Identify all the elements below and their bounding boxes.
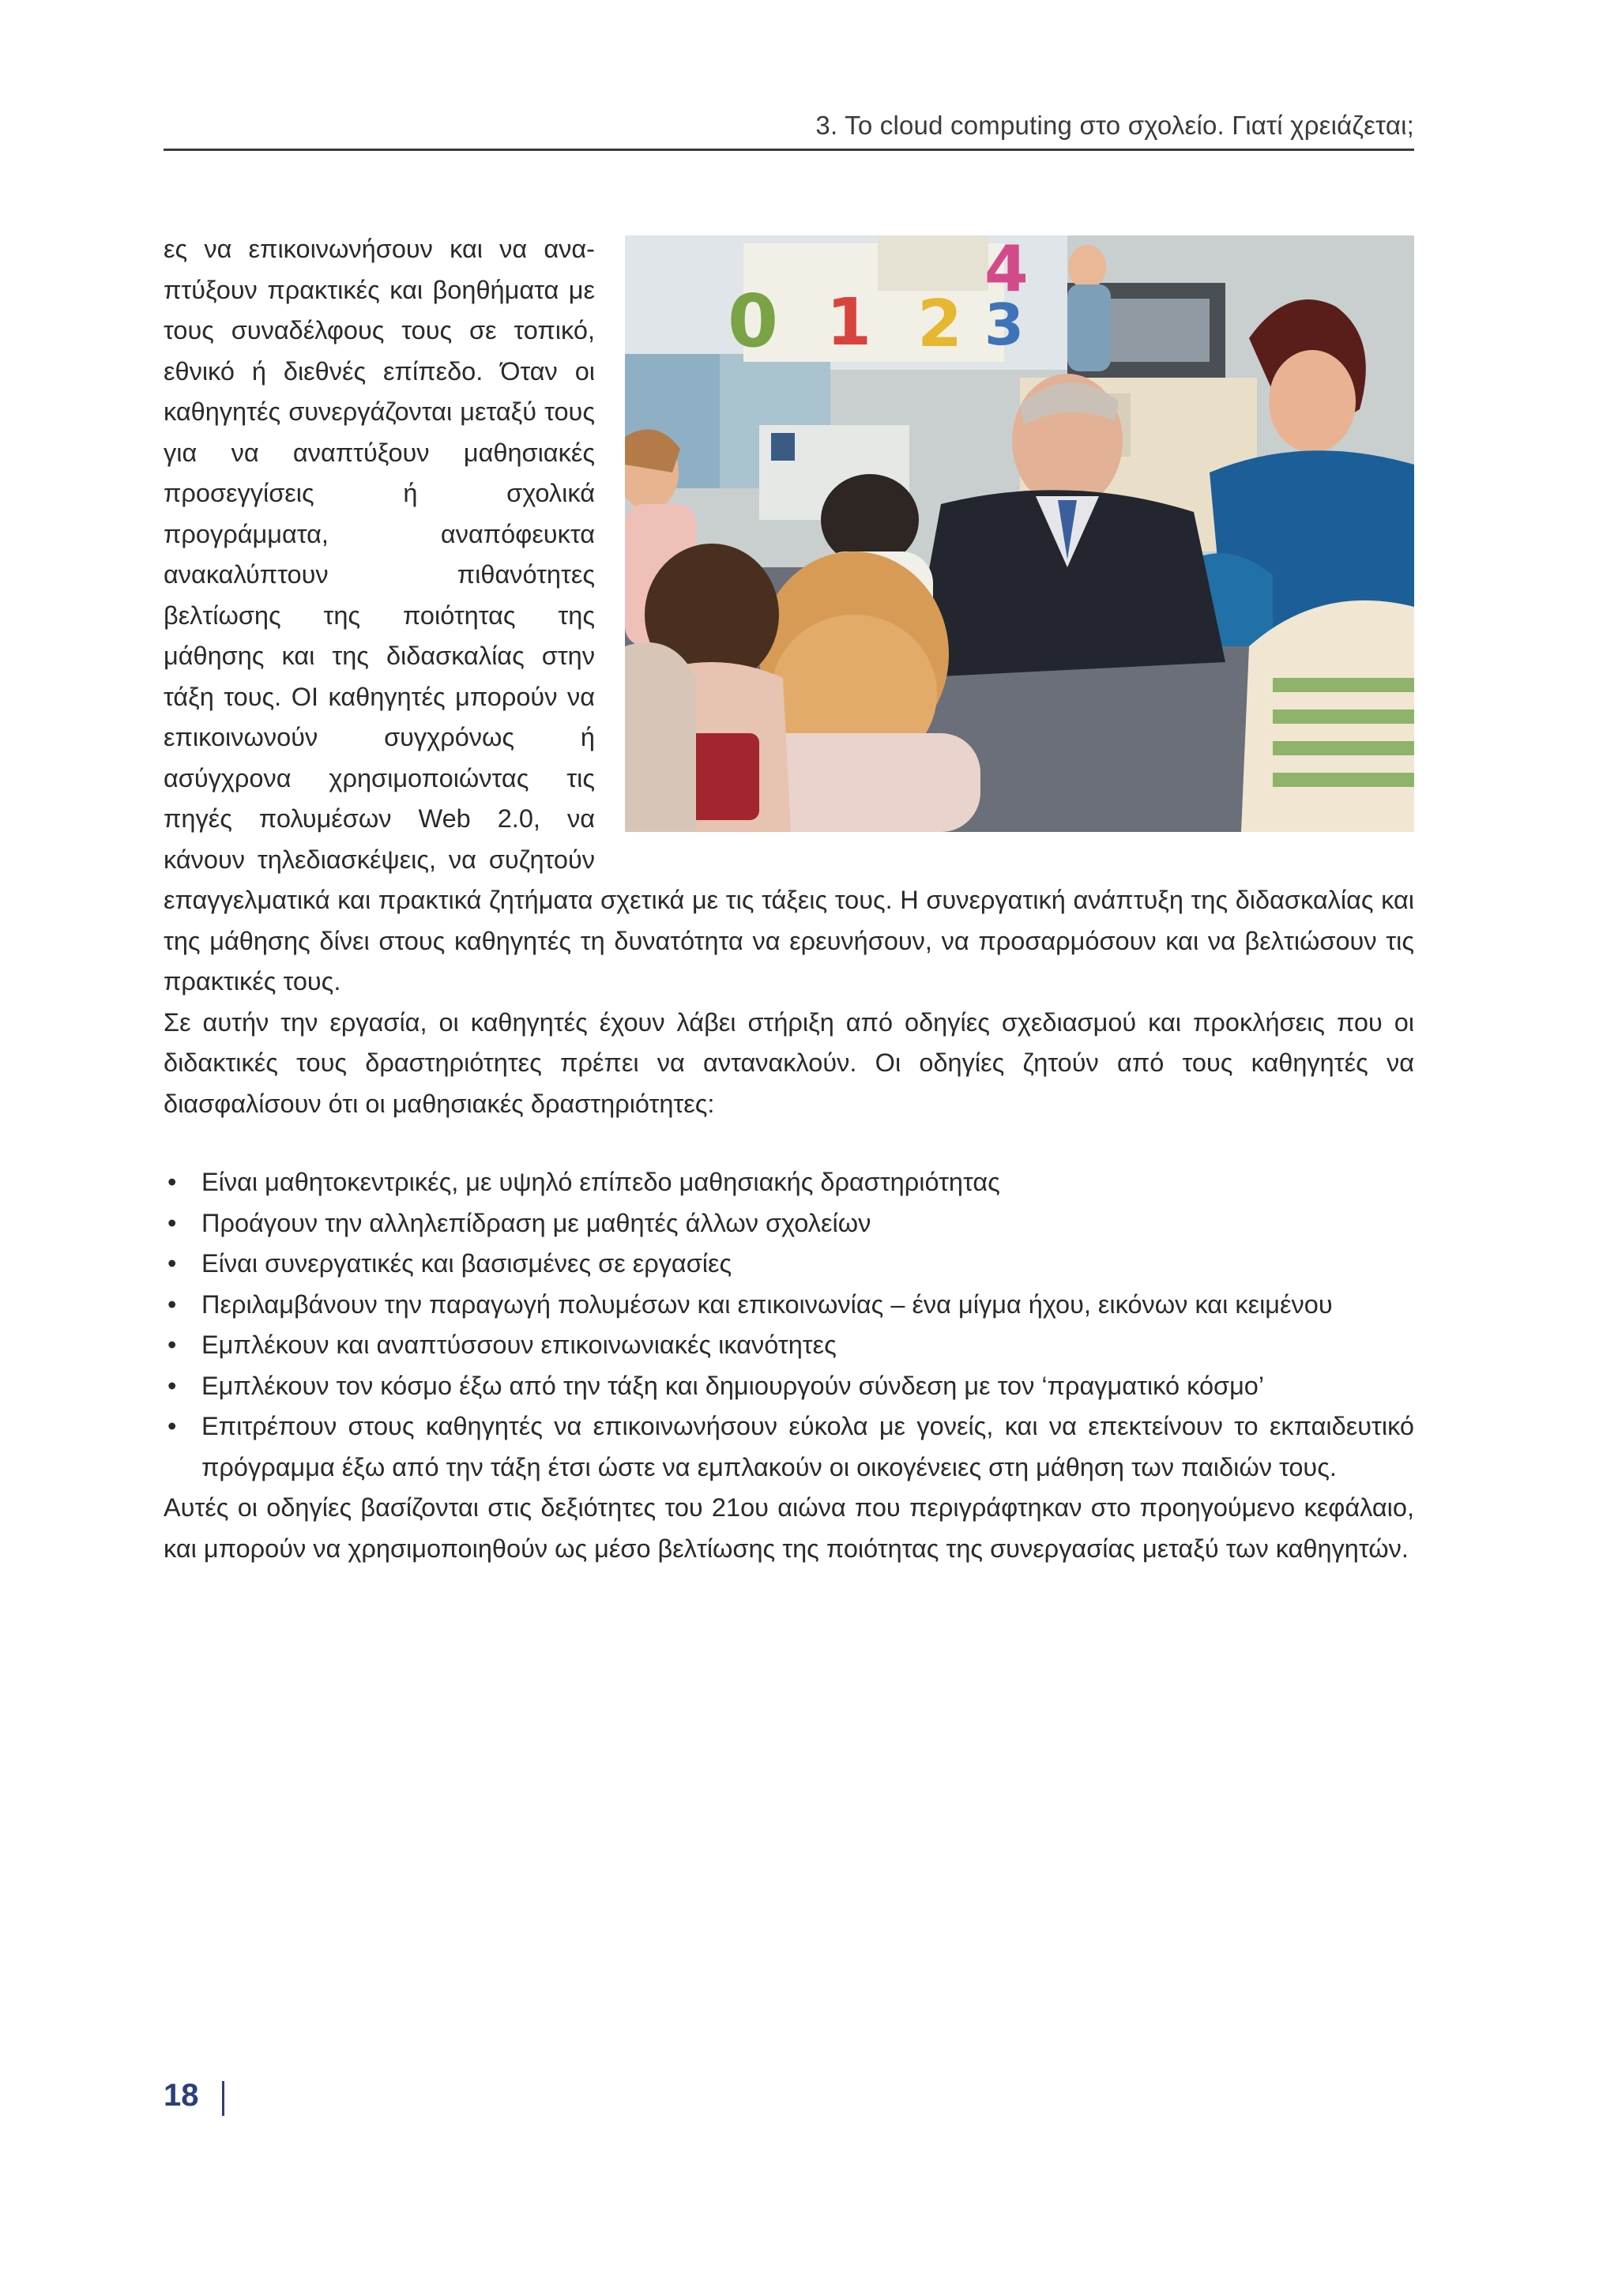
wall-numeral-2: 2 <box>917 287 963 362</box>
wall-numeral-1: 1 <box>826 285 872 360</box>
list-item: • Εμπλέκουν τον κόσμο έξω από την τάξη και δημιουργούν σύνδεση με τον ‘πραγματικό κόσμο’ <box>164 1366 1414 1407</box>
list-item: • Εμπλέκουν και αναπτύσσουν επικοινωνιακές ικανότητες <box>164 1325 1414 1366</box>
paragraph-3: Αυτές οι οδηγίες βασίζονται στις δεξιότητες του 21ου αιώνα που περιγράφτηκαν στο προηγούμενο κεφάλαιο, και μπορούν να χρησιμοποιηθούν ως μέσο βελτίωσης της ποιότητας της συνεργασίας μεταξύ των καθηγητών. <box>164 1493 1414 1563</box>
guidelines-list <box>164 1162 1414 1488</box>
paragraph-1: ες να επικοινωνήσουν και να αναπτύξουν πρακτικές και βοηθήματα με τους συναδέλφους τους σε τοπικό, εθνικό ή διεθνές επίπεδο. Όταν οι καθηγητές συνεργάζονται μεταξύ τους για να αναπτύξουν μαθησιακές προσεγγίσεις ή σχολικά προγράμματα, αναπόφευκτα ανακαλύπτουν πιθανότητες βελτίωσης της ποιότητας της μάθησης και της διδασκαλίας στην τάξη τους. ΟΙ καθηγητές μπορούν να επικοινωνούν συγχρόνως ή ασύγχρονα χρησιμοποιώντας τις πηγές πολυμέσων Web 2.0, να κάνουν τηλεδιασκέψεις, να συζητούν επαγγελματικά και πρακτικά ζητήματα σχετικά με τις τάξεις τους. Η συνεργατική ανάπτυξη της διδασκαλίας και της μάθησης δίνει στους καθηγητές τη δυνατότητα να ερευνήσουν, να προσαρμόσουν και να βελτιώσουν τις πρακτικές τους. <box>164 235 1414 996</box>
paragraph-2: Σε αυτήν την εργασία, οι καθηγητές έχουν λάβει στήριξη από οδηγίες σχεδιασμού και προκλήσεις που οι διδακτικές τους δραστηριότητες πρέπει να αντανακλούν. Οι οδηγίες ζητούν από τους καθηγητές να διασφαλίσουν ότι οι μαθησιακές δραστηριότητες: <box>164 1007 1414 1118</box>
list-item: • Προάγουν την αλληλεπίδραση με μαθητές άλλων σχολείων <box>164 1203 1414 1244</box>
running-header-title: 3. Το cloud computing στο σχολείο. Γιατί χρειάζεται; <box>815 111 1414 140</box>
classroom-photo <box>625 235 1414 832</box>
list-item: • Περιλαμβάνουν την παραγωγή πολυμέσων και επικοινωνίας – ένα μίγμα ήχου, εικόνων και κειμένου <box>164 1285 1414 1326</box>
page-number: 18 <box>164 2078 199 2113</box>
wall-numeral-3: 3 <box>984 292 1025 358</box>
page-number-divider <box>222 2081 224 2116</box>
list-item: • Είναι συνεργατικές και βασισμένες σε εργασίες <box>164 1244 1414 1285</box>
page-body <box>164 229 1414 1569</box>
header-rule <box>164 149 1414 151</box>
list-item: • Είναι μαθητοκεντρικές, με υψηλό επίπεδο μαθησιακής δραστηριότητας <box>164 1162 1414 1203</box>
wall-numeral-0: 0 <box>728 279 779 363</box>
wall-numeral-4: 4 <box>984 235 1029 306</box>
list-item: • Επιτρέπουν στους καθηγητές να επικοινωνήσουν εύκολα με γονείς, και να επεκτείνουν το εκπαιδευτικό πρόγραμμα έξω από την τάξη έτσι ώστε να εμπλακούν οι οικογένειες στη μάθηση των παιδιών τους. <box>164 1406 1414 1488</box>
